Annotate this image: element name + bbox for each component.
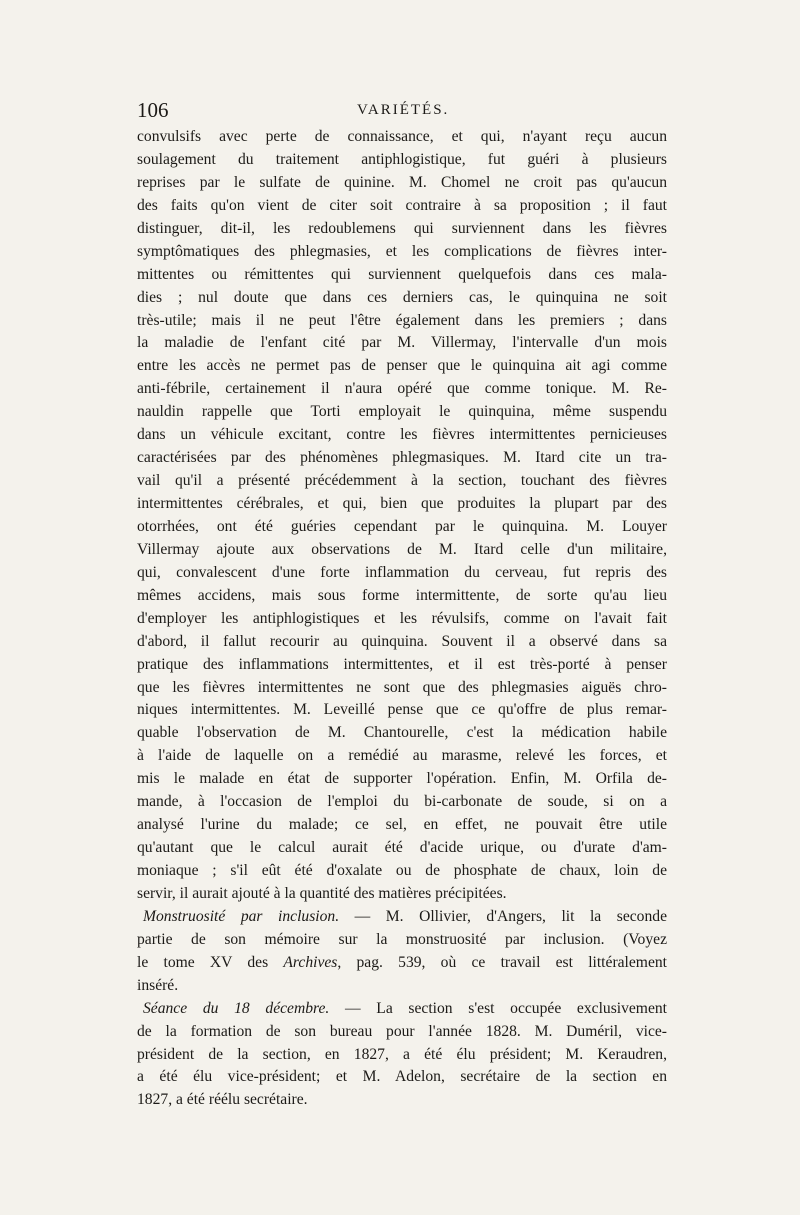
journal-title: Archives xyxy=(283,953,338,971)
text-line: mêmes accidens, mais sous forme intermittente, de sorte qu'au lieu xyxy=(137,586,667,604)
text-line: partie de son mémoire sur la monstruosité par inclusion. (Voyez xyxy=(137,930,667,948)
section-title: Monstruosité par inclusion. xyxy=(143,907,340,925)
text-line: que les fièvres intermittentes ne sont que des phlegmasies aiguës chro- xyxy=(137,678,667,696)
text-line: des faits qu'on vient de citer soit contraire à sa proposition ; il faut xyxy=(137,196,667,214)
running-title: VARIÉTÉS. xyxy=(357,102,450,118)
text-line: qui, convalescent d'une forte inflammation du cerveau, fut repris des xyxy=(137,563,667,581)
text-line: otorrhées, ont été guéries cependant par le quinquina. M. Louyer xyxy=(137,517,667,535)
paragraph-seance xyxy=(137,998,667,1113)
text-line: le tome XV des Archives, pag. 539, où ce travail est littéralement xyxy=(137,953,667,971)
text-line: mittentes ou rémittentes qui surviennent quelquefois dans ces mala- xyxy=(137,265,667,283)
page-number: 106 xyxy=(137,98,169,122)
text-line: mande, à l'occasion de l'emploi du bi-carbonate de soude, si on a xyxy=(137,793,667,811)
text-line: très-utile; mais il ne peut l'être également dans les premiers ; dans xyxy=(137,311,667,329)
text-line: d'employer les antiphlogistiques et les révulsifs, comme on l'avait fait xyxy=(137,609,667,627)
text-line: soulagement du traitement antiphlogistique, fut guéri à plusieurs xyxy=(137,150,667,168)
text-line: quable l'observation de M. Chantourelle, c'est la médication habile xyxy=(137,724,667,742)
text-line: analysé l'urine du malade; ce sel, en effet, ne pouvait être utile xyxy=(137,816,667,834)
text-line: entre les accès ne permet pas de penser que le quinquina ait agi comme xyxy=(137,357,667,375)
text-line: distinguer, dit-il, les redoublemens qui surviennent dans les fièvres xyxy=(137,219,667,237)
text-line: de la formation de son bureau pour l'année 1828. M. Duméril, vice- xyxy=(137,1022,667,1040)
text-line: symptômatiques des phlegmasies, et les complications de fièvres inter- xyxy=(137,242,667,260)
paragraph-discussion xyxy=(137,126,667,906)
text-line: niques intermittentes. M. Leveillé pense que ce qu'offre de plus remar- xyxy=(137,701,667,719)
text-line: Séance du 18 décembre. — La section s'est occupée exclusivement xyxy=(143,999,667,1017)
text-line: à l'aide de laquelle on a remédié au marasme, relevé les forces, et xyxy=(137,747,667,765)
text-line: président de la section, en 1827, a été élu président; M. Keraudren, xyxy=(137,1045,667,1063)
text-line: d'abord, il fallut recourir au quinquina. Souvent il a observé dans sa xyxy=(137,632,667,650)
text-line: Monstruosité par inclusion. — M. Ollivier, d'Angers, lit la seconde xyxy=(143,907,667,925)
text-line: reprises par le sulfate de quinine. M. Chomel ne croit pas qu'aucun xyxy=(137,173,667,191)
text-line: pratique des inflammations intermittentes, et il est très-porté à penser xyxy=(137,655,667,673)
text-line: dies ; nul doute que dans ces derniers cas, le quinquina ne soit xyxy=(137,288,667,306)
text-line: la maladie de l'enfant cité par M. Villermay, l'intervalle d'un mois xyxy=(137,334,667,352)
text-line: anti-fébrile, certainement il n'aura opéré que comme tonique. M. Re- xyxy=(137,380,667,398)
paragraph-monstruosite xyxy=(137,906,667,998)
text-line: inséré. xyxy=(137,976,179,994)
text-line: a été élu vice-président; et M. Adelon, secrétaire de la section en xyxy=(137,1068,667,1086)
text-line: dans un véhicule excitant, contre les fièvres intermittentes pernicieuses xyxy=(137,426,667,444)
text-line: servir, il aurait ajouté à la quantité des matières précipitées. xyxy=(137,884,507,902)
page-header xyxy=(137,98,667,124)
text-line: convulsifs avec perte de connaissance, et qui, n'ayant reçu aucun xyxy=(137,128,667,145)
text-line: caractérisées par des phénomènes phlegmasiques. M. Itard cite un tra- xyxy=(137,449,667,467)
text-line: vail qu'il a présenté précédemment à la section, touchant des fièvres xyxy=(137,472,667,490)
section-title: Séance du 18 décembre. xyxy=(143,999,330,1017)
text-line: 1827, a été réélu secrétaire. xyxy=(137,1091,308,1109)
text-line: mis le malade en état de supporter l'opération. Enfin, M. Orfila de- xyxy=(137,770,667,788)
body-text xyxy=(137,126,667,1112)
text-line: intermittentes cérébrales, et qui, bien que produites la plupart par des xyxy=(137,495,667,512)
text-line: nauldin rappelle que Torti employait le quinquina, même suspendu xyxy=(137,403,667,421)
text-line: moniaque ; s'il eût été d'oxalate ou de phosphate de chaux, loin de xyxy=(137,862,667,879)
text-line: qu'autant que le calcul aurait été d'acide urique, ou d'urate d'am- xyxy=(137,839,667,857)
text-line: Villermay ajoute aux observations de M. Itard celle d'un militaire, xyxy=(137,540,667,558)
